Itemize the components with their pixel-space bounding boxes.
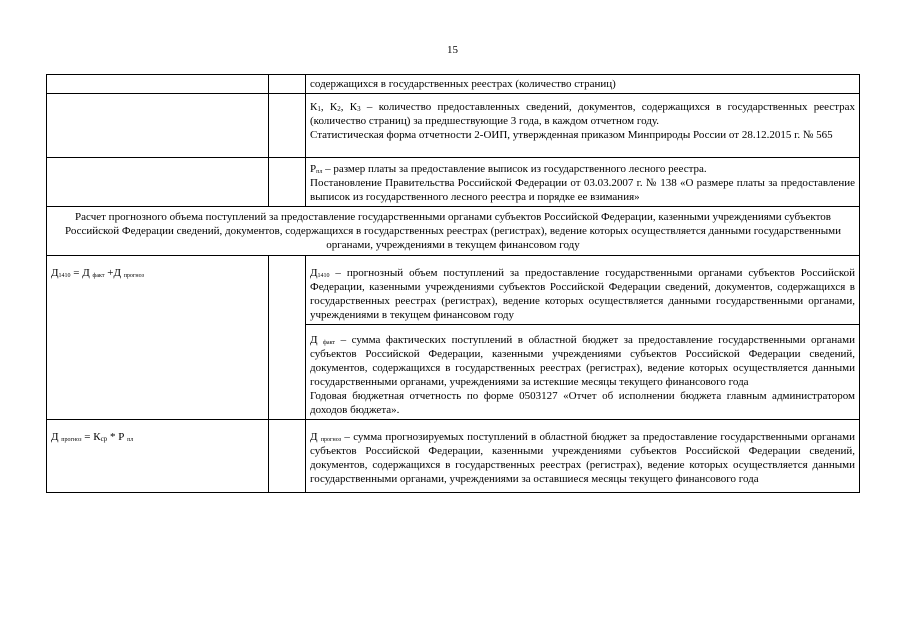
spacer-cell	[269, 256, 306, 420]
section-heading-row	[47, 207, 860, 256]
dprognoz-definition: Д $_{прогноз}$ – сумма прогнозируемых поступлений в областной бюджет за предоставление государственными органами субъектов Российской Федерации, казенными учреждениями субъектов Российской Федерации сведений, документов, содержащихся в государственных реестрах (регистрах), ведение которых осуществляется данными государственными органами, учреждениями за оставшиеся месяцы текущего финансового года	[310, 431, 855, 485]
table-row	[47, 158, 860, 207]
table-row	[47, 94, 860, 158]
table-row	[47, 75, 860, 94]
formula-cell	[47, 420, 269, 493]
table-row	[47, 256, 860, 325]
spacer-cell	[269, 420, 306, 493]
formula-cell	[47, 75, 269, 94]
formula-dprognoz: Д $_{прогноз} = К_{ср} * Р$ $_{пл}$	[51, 431, 134, 443]
description-cell	[306, 256, 860, 325]
dfact-definition: Д $_{факт}$ – сумма фактических поступлений в областной бюджет за предоставление государственными органами субъектов Российской Федерации, казенными учреждениями субъектов Российской Федерации сведений, документов, содержащихся в государственных реестрах (регистрах), ведение которых осуществляется данными государственными органами, учреждениями за истекшие месяцы текущего финансового года	[310, 334, 855, 388]
page-number: 15	[447, 44, 458, 56]
k-definition: $К_1$, $К_2$, $К_3$ – количество предоставленных сведений, документов, содержащихся в государственных реестрах (количество страниц) за предшествующие 3 года, в каждом отчетном году.	[310, 101, 856, 127]
description-cell	[306, 158, 860, 207]
p-source: Постановление Правительства Российской Федерации от 03.03.2007 г. № 138 «О размере платы за предоставление выписок из государственного лесного реестра и порядке ее взимания»	[310, 177, 855, 203]
description-cell	[306, 75, 860, 94]
spacer-cell	[269, 94, 306, 158]
description-cell	[306, 420, 860, 493]
description-cell	[306, 325, 860, 420]
spacer-cell	[269, 158, 306, 207]
methodology-table	[46, 74, 860, 493]
formula-cell	[47, 94, 269, 158]
k-source: Статистическая форма отчетности 2-ОИП, утвержденная приказом Минприроды России от 28.12.2015 г. № 565	[310, 129, 833, 141]
formula-d1410: $Д_{1410} = Д$ $_{факт}$ +Д $_{прогноз}$	[51, 267, 144, 279]
spacer-cell	[269, 75, 306, 94]
d1410-definition: $Д_{1410}$ – прогнозный объем поступлений за предоставление государственными органами субъектов Российской Федерации, казенными учреждениями субъектов Российской Федерации сведений, документов, содержащихся в государственных реестрах (регистрах), ведение которых осуществляется данными государственными органами, учреждениями в текущем финансовом году	[310, 267, 855, 321]
p-definition: $Р_{пл}$ – размер платы за предоставление выписок из государственного лесного реестра.	[310, 163, 707, 175]
formula-cell	[47, 158, 269, 207]
formula-cell	[47, 256, 269, 420]
description-cell	[306, 94, 860, 158]
row1-text: содержащихся в государственных реестрах (количество страниц)	[310, 78, 616, 90]
dfact-source: Годовая бюджетная отчетность по форме 0503127 «Отчет об исполнении бюджета главным администратором доходов бюджета».	[310, 390, 855, 416]
section-heading: Расчет прогнозного объема поступлений за предоставление государственными органами субъектов Российской Федерации, казенными учреждениями субъектов Российской Федерации сведений, документов, содержащихся в государственных реестрах (регистрах), ведение которых осуществляется данными государственными органами, учреждениями в текущем финансовом году	[47, 207, 860, 256]
table-row	[47, 420, 860, 493]
